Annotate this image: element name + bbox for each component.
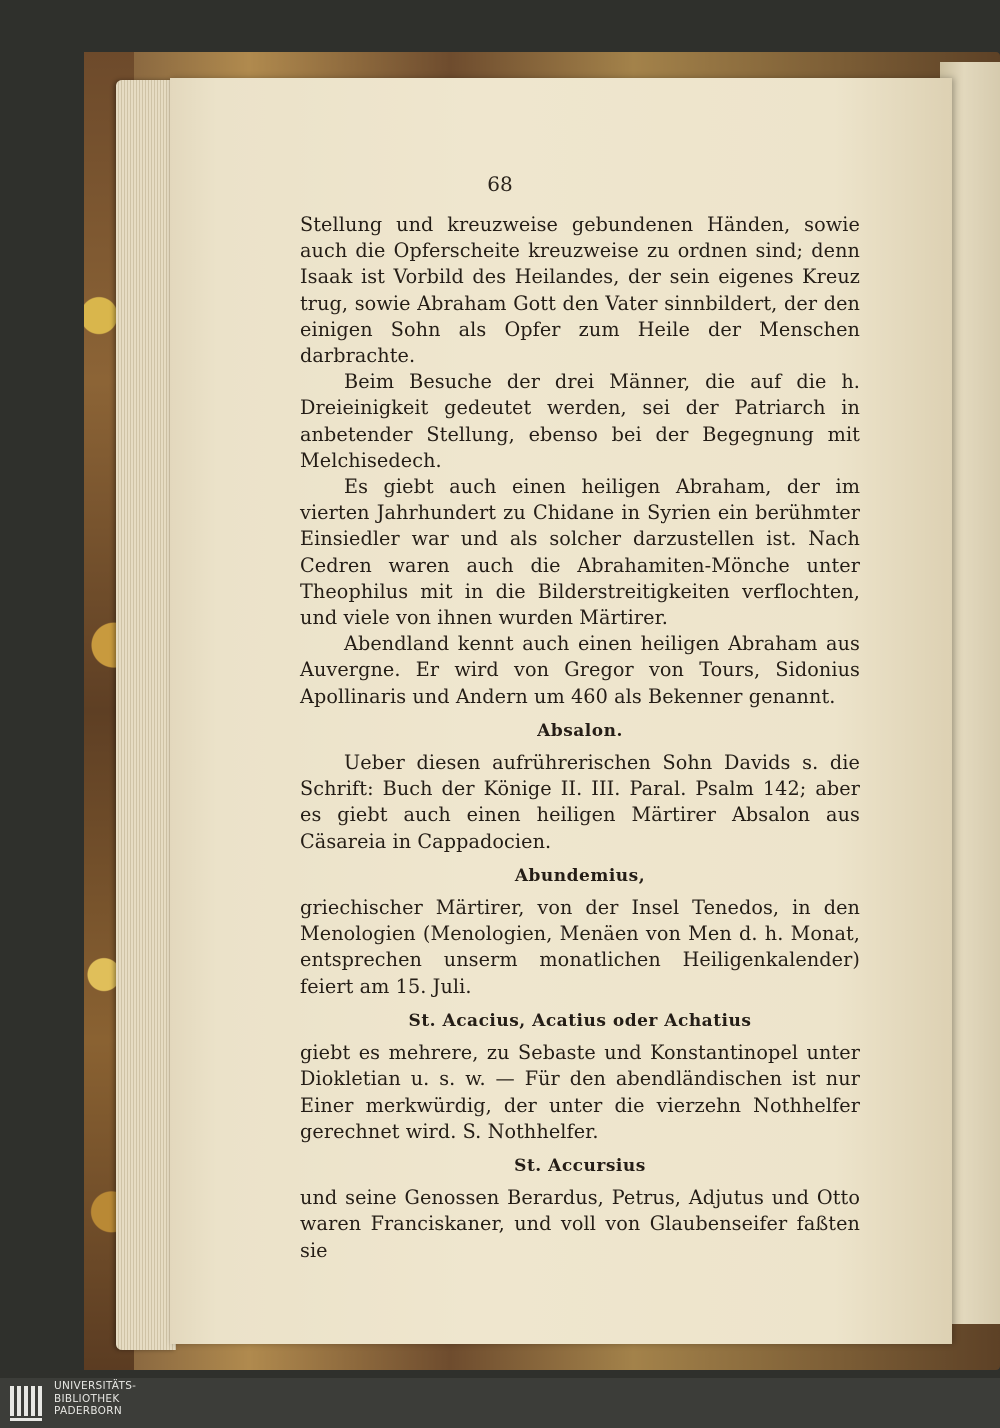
paragraph: und seine Genossen Berardus, Petrus, Adjutus und Otto waren Franciskaner, und voll von Glaubenseifer faßten sie: [300, 1186, 860, 1262]
library-name: [54, 1380, 136, 1418]
footer-bar: [0, 1378, 1000, 1428]
paragraph: Ueber diesen aufrührerischen Sohn Davids s. die Schrift: Buch der Könige II. III. Paral. Psalm 142; aber es giebt auch einen heiligen Märtirer Absalon aus Cäsareia in Cappadocien.: [300, 751, 860, 853]
library-name-line2: BIBLIOTHEK: [54, 1392, 120, 1405]
section-heading: St. Acacius, Acatius oder Achatius: [408, 1010, 752, 1031]
paragraph: Abendland kennt auch einen heiligen Abraham aus Auvergne. Er wird von Gregor von Tours, Sidonius Apollinaris und Andern um 460 als Bekenner genannt.: [300, 632, 860, 708]
library-name-line3: PADERBORN: [54, 1405, 122, 1417]
paragraph: griechischer Märtirer, von der Insel Tenedos, in den Menologien (Menologien, Menäen von Men d. h. Monat, entsprechen unserm monatlichen Heiligenkalender) feiert am 15. Juli.: [300, 896, 860, 998]
page-edges: [116, 80, 176, 1350]
section-heading: St. Accursius: [514, 1155, 646, 1176]
section-heading: Absalon.: [537, 720, 623, 741]
library-name-line1: UNIVERSITÄTS-: [54, 1380, 137, 1392]
page-number: 68: [487, 172, 513, 196]
paragraph: Es giebt auch einen heiligen Abraham, der im vierten Jahrhundert zu Chidane in Syrien ein berühmter Einsiedler war und als solcher darzustellen ist. Nach Cedren waren auch die Abrahamiten-Mönche unter Theophilus mit in die Bilderstreitigkeiten verflochten, und viele von ihnen wurden Märtirer.: [300, 475, 860, 630]
paragraph: giebt es mehrere, zu Sebaste und Konstantinopel unter Diokletian u. s. w. — Für den abendländischen ist nur Einer merkwürdig, der unter die vierzehn Nothhelfer gerechnet wird. S. Nothhelfer.: [300, 1041, 860, 1143]
page-text: [300, 212, 860, 1264]
paragraph: Beim Besuche der drei Männer, die auf die h. Dreieinigkeit gedeutet werden, sei der Patriarch in anbetender Stellung, ebenso bei der Begegnung mit Melchisedech.: [300, 370, 860, 472]
section-heading: Abundemius,: [514, 865, 646, 886]
university-library-logo-icon: [8, 1382, 48, 1424]
paragraph: Stellung und kreuzweise gebundenen Händen, sowie auch die Opferscheite kreuzweise zu ordnen sind; denn Isaak ist Vorbild des Heilandes, der sein eigenes Kreuz trug, sowie Abraham Gott den Vater sinnbildert, der den einigen Sohn als Opfer zum Heile der Menschen darbrachte.: [300, 213, 860, 368]
